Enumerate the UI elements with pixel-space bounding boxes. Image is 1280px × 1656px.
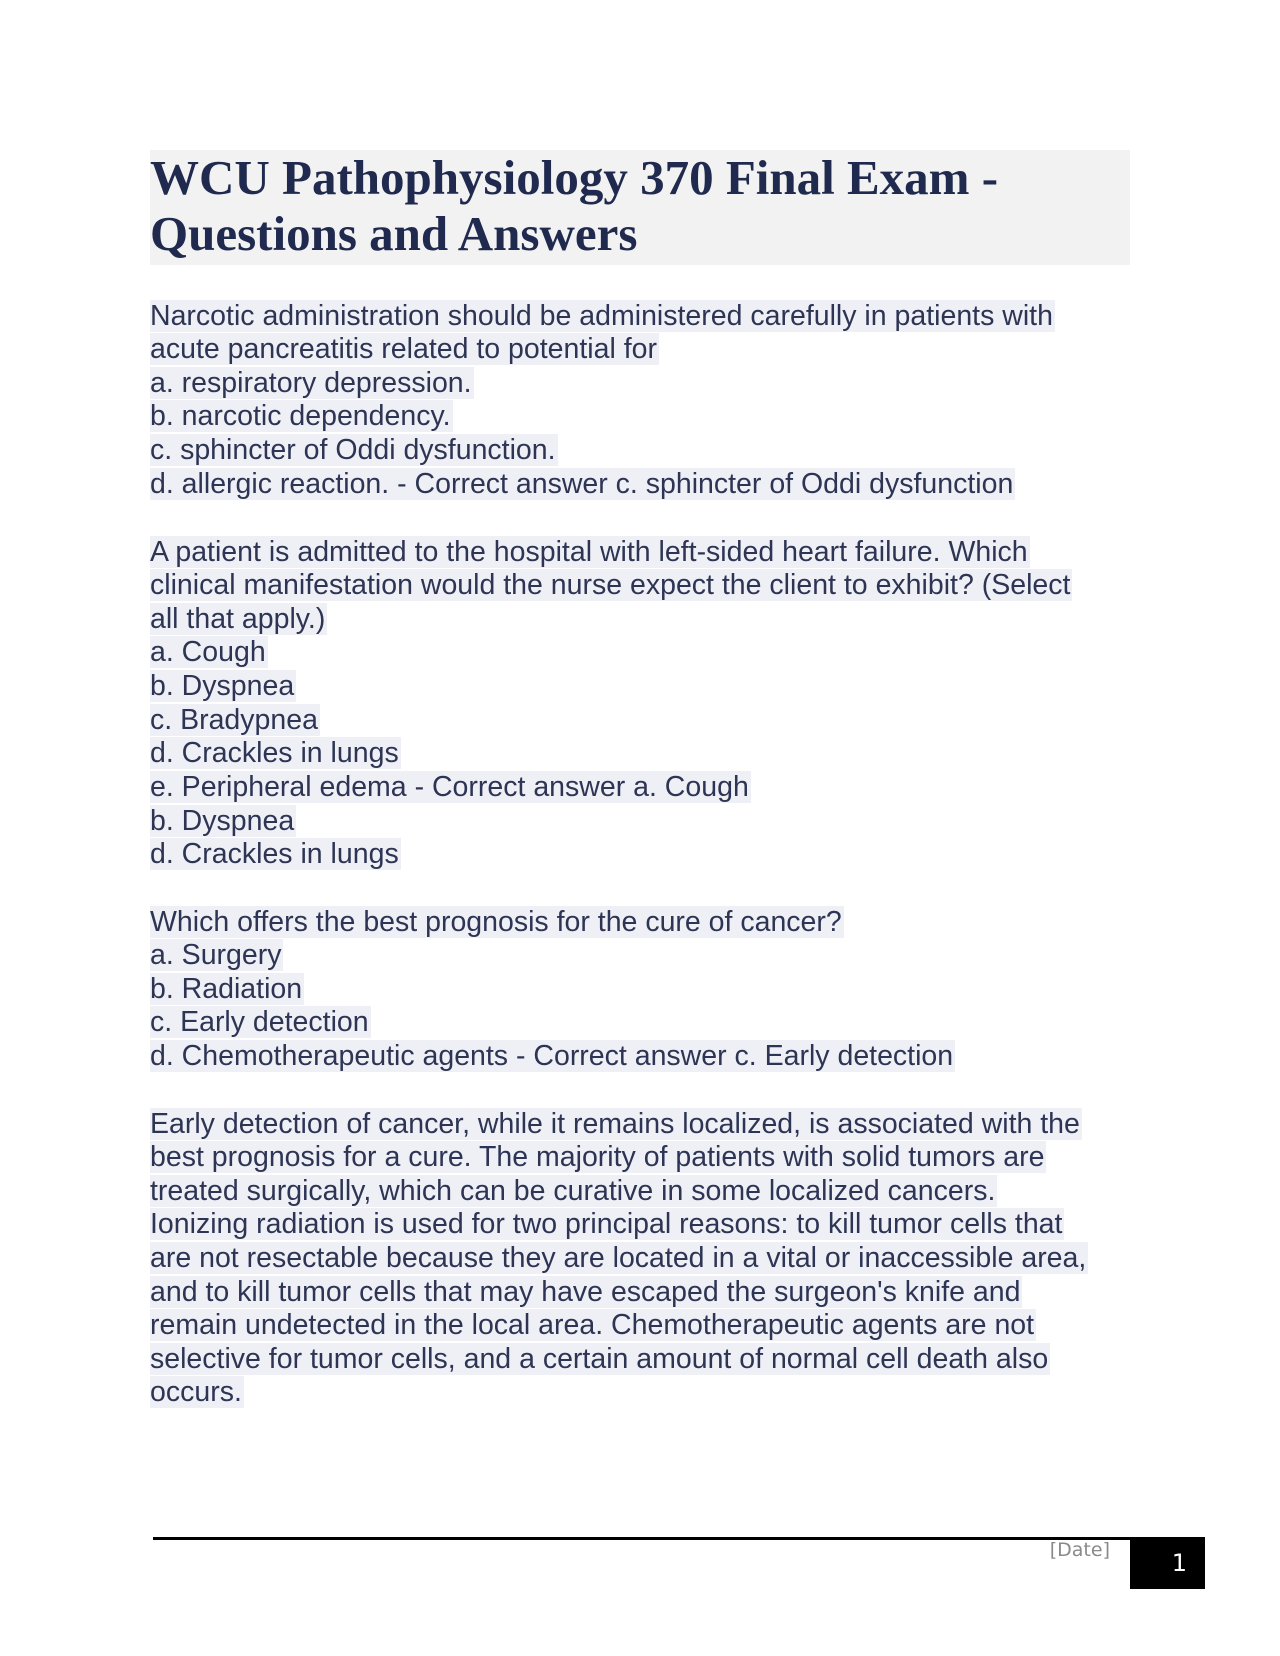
question-1-line: acute pancreatitis related to potential for xyxy=(150,333,657,365)
question-1-answer: d. allergic reaction. - Correct answer c. sphincter of Oddi dysfunction xyxy=(150,468,1014,500)
rationale-line: occurs. xyxy=(150,1376,242,1408)
question-2-answer: d. Crackles in lungs xyxy=(150,838,399,870)
rationale-line: best prognosis for a cure. The majority of patients with solid tumors are xyxy=(150,1141,1045,1173)
rationale-line: treated surgically, which can be curative in some localized cancers. xyxy=(150,1175,996,1207)
page-number: 1 xyxy=(1171,1549,1187,1577)
question-2-option: b. Dyspnea xyxy=(150,670,295,702)
rationale-line: are not resectable because they are located in a vital or inaccessible area, xyxy=(150,1242,1087,1274)
question-2-answer: b. Dyspnea xyxy=(150,805,295,837)
question-1-line: Narcotic administration should be administered carefully in patients with xyxy=(150,300,1053,332)
rationale-line: and to kill tumor cells that may have escaped the surgeon's knife and xyxy=(150,1276,1021,1308)
question-3-option: c. Early detection xyxy=(150,1006,369,1038)
question-2-option: d. Crackles in lungs xyxy=(150,737,399,769)
rationale-line: remain undetected in the local area. Chemotherapeutic agents are not xyxy=(150,1309,1035,1341)
rationale-line: selective for tumor cells, and a certain amount of normal cell death also xyxy=(150,1343,1049,1375)
question-2-option: a. Cough xyxy=(150,636,266,668)
question-3-option: a. Surgery xyxy=(150,939,282,971)
question-1-option: a. respiratory depression. xyxy=(150,367,472,399)
question-2-line: A patient is admitted to the hospital with left-sided heart failure. Which xyxy=(150,536,1028,568)
footer-date-placeholder: [Date] xyxy=(1049,1539,1110,1561)
question-2-line: all that apply.) xyxy=(150,603,326,635)
page-number-box xyxy=(1130,1537,1205,1589)
question-2-line: clinical manifestation would the nurse expect the client to exhibit? (Select xyxy=(150,569,1071,601)
rationale-line: Ionizing radiation is used for two principal reasons: to kill tumor cells that xyxy=(150,1208,1063,1240)
question-1-option: c. sphincter of Oddi dysfunction. xyxy=(150,434,556,466)
page-title-line-2: Questions and Answers xyxy=(150,206,638,261)
rationale-line: Early detection of cancer, while it remains localized, is associated with the xyxy=(150,1108,1080,1140)
question-3-option: b. Radiation xyxy=(150,973,303,1005)
question-2-answer: e. Peripheral edema - Correct answer a. Cough xyxy=(150,771,749,803)
page-title-line-1: WCU Pathophysiology 370 Final Exam - xyxy=(150,150,999,205)
question-3-answer: d. Chemotherapeutic agents - Correct answer c. Early detection xyxy=(150,1040,954,1072)
question-3-line: Which offers the best prognosis for the cure of cancer? xyxy=(150,906,842,938)
question-1-option: b. narcotic dependency. xyxy=(150,400,451,432)
question-2-option: c. Bradypnea xyxy=(150,704,318,736)
